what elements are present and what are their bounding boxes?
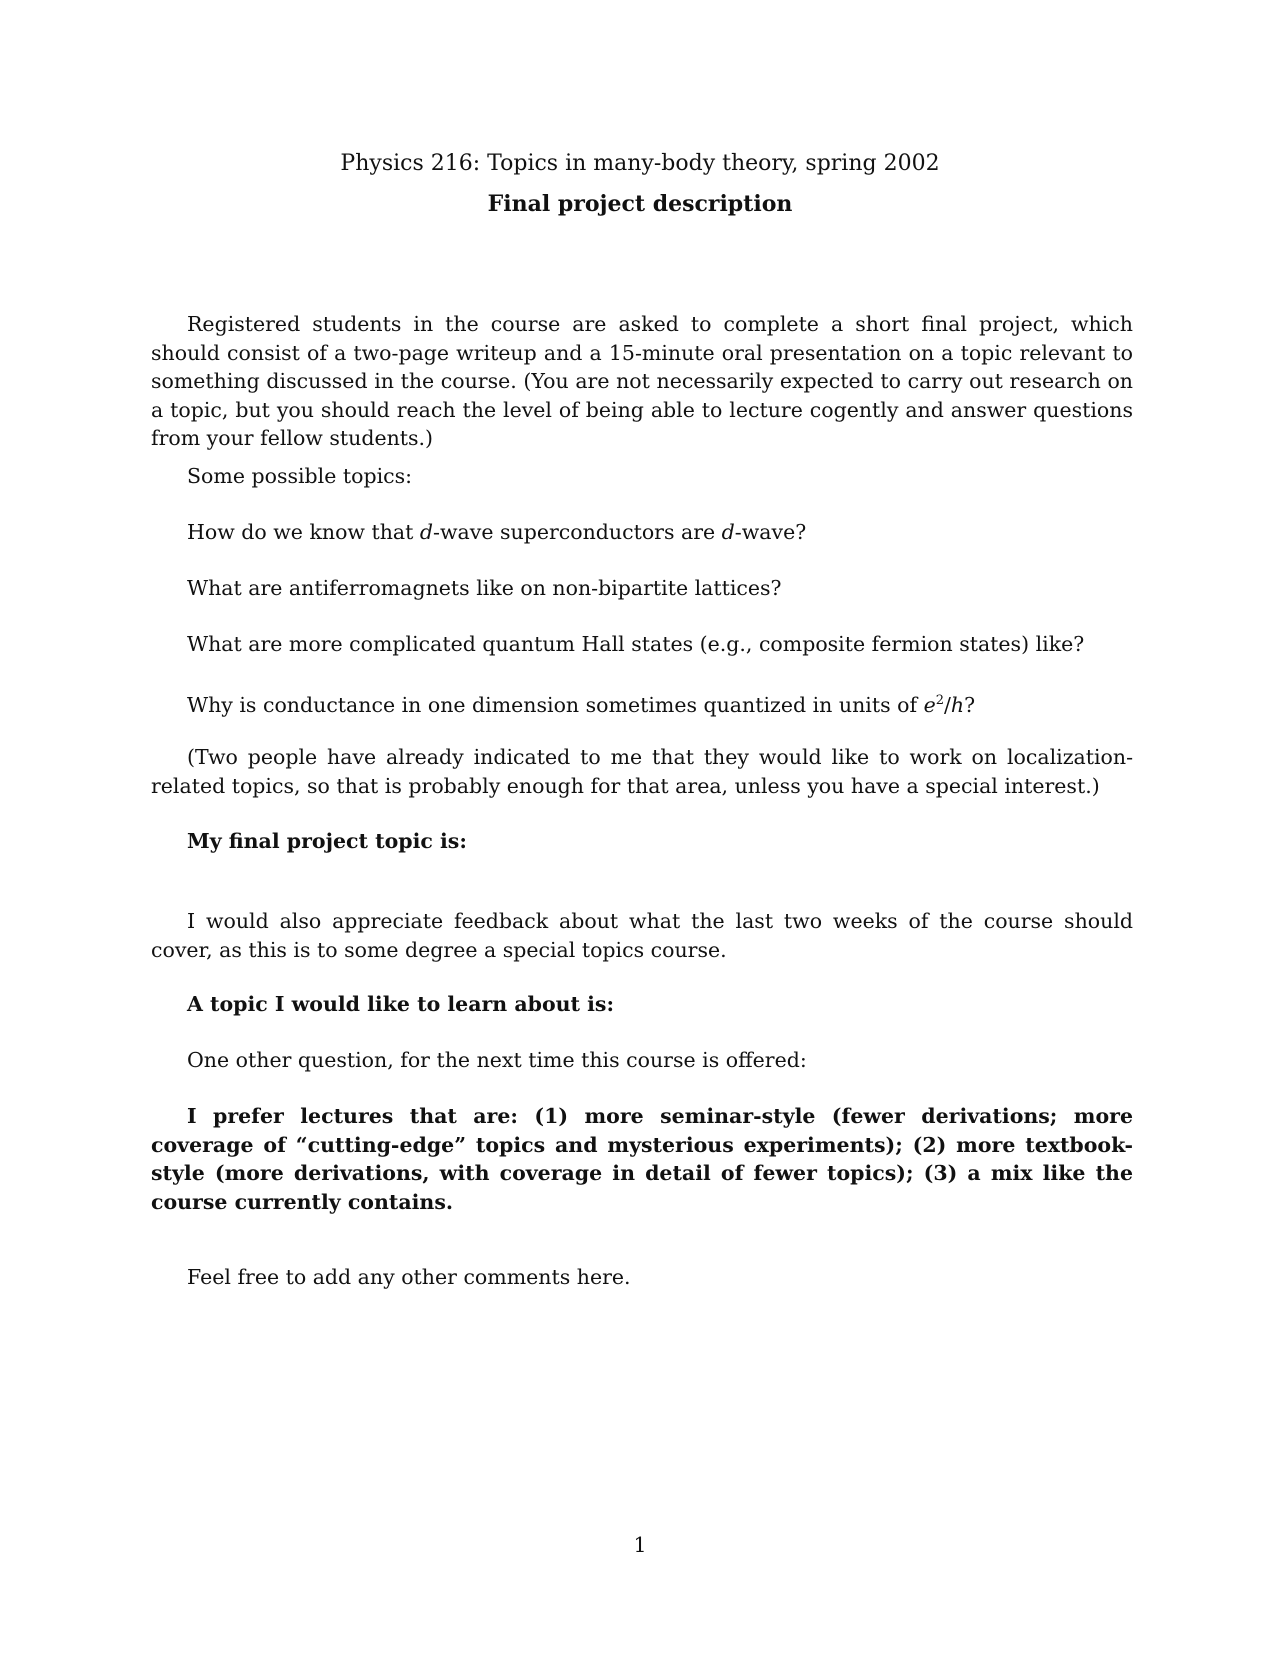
math-h: h bbox=[950, 692, 965, 717]
topic-text: -wave? bbox=[734, 520, 807, 544]
topics-heading: Some possible topics: bbox=[187, 464, 413, 488]
lecture-preference: I prefer lectures that are: (1) more seminar-style (fewer derivations; more coverage of “cutting-edge” topics and mysterious experiments); (2) more textbook-style (more derivations, with coverage in detail of fewer topics); (3) a mix like the course currently contains. bbox=[151, 1104, 1133, 1214]
topic-item-conductance bbox=[151, 687, 1133, 719]
document-subtitle: Final project description bbox=[487, 191, 793, 217]
math-slash: / bbox=[943, 692, 951, 717]
course-title: Physics 216: Topics in many-body theory, spring 2002 bbox=[340, 151, 940, 176]
topic-text: How do we know that bbox=[187, 520, 420, 544]
topic-item-antiferromagnets: What are antiferromagnets like on non-bipartite lattices? bbox=[187, 576, 782, 600]
topic-text: -wave superconductors are bbox=[433, 520, 722, 544]
intro-paragraph: Registered students in the course are asked to complete a short final project, which should consist of a two-page writeup and a 15-minute oral presentation on a topic relevant to something discussed in the course. (You are not necessarily expected to carry out research on a topic, but you should reach the level of being able to lecture cogently and answer questions from your fellow students.) bbox=[151, 312, 1133, 450]
other-question: One other question, for the next time this course is offered: bbox=[187, 1048, 807, 1072]
math-d: d bbox=[419, 520, 434, 544]
learn-topic-label: A topic I would like to learn about is: bbox=[187, 992, 615, 1016]
math-superscript: 2 bbox=[935, 693, 944, 708]
feedback-paragraph: I would also appreciate feedback about what the last two weeks of the course should cover, as this is to some degree a special topics course. bbox=[151, 909, 1133, 962]
page-number: 1 bbox=[633, 1533, 647, 1557]
my-topic-label: My final project topic is: bbox=[187, 829, 467, 853]
topic-item-dwave bbox=[151, 518, 1133, 547]
topic-text: Why is conductance in one dimension sometimes quantized in units of bbox=[187, 692, 924, 717]
topic-item-quantum-hall: What are more complicated quantum Hall states (e.g., composite fermion states) like? bbox=[187, 632, 1085, 656]
math-d: d bbox=[721, 520, 735, 544]
comments-prompt: Feel free to add any other comments here. bbox=[187, 1265, 631, 1289]
math-e: e bbox=[923, 692, 936, 717]
topic-text: ? bbox=[964, 692, 976, 717]
localization-note: (Two people have already indicated to me that they would like to work on localization-related topics, so that is probably enough for that area, unless you have a special interest.) bbox=[151, 745, 1133, 798]
